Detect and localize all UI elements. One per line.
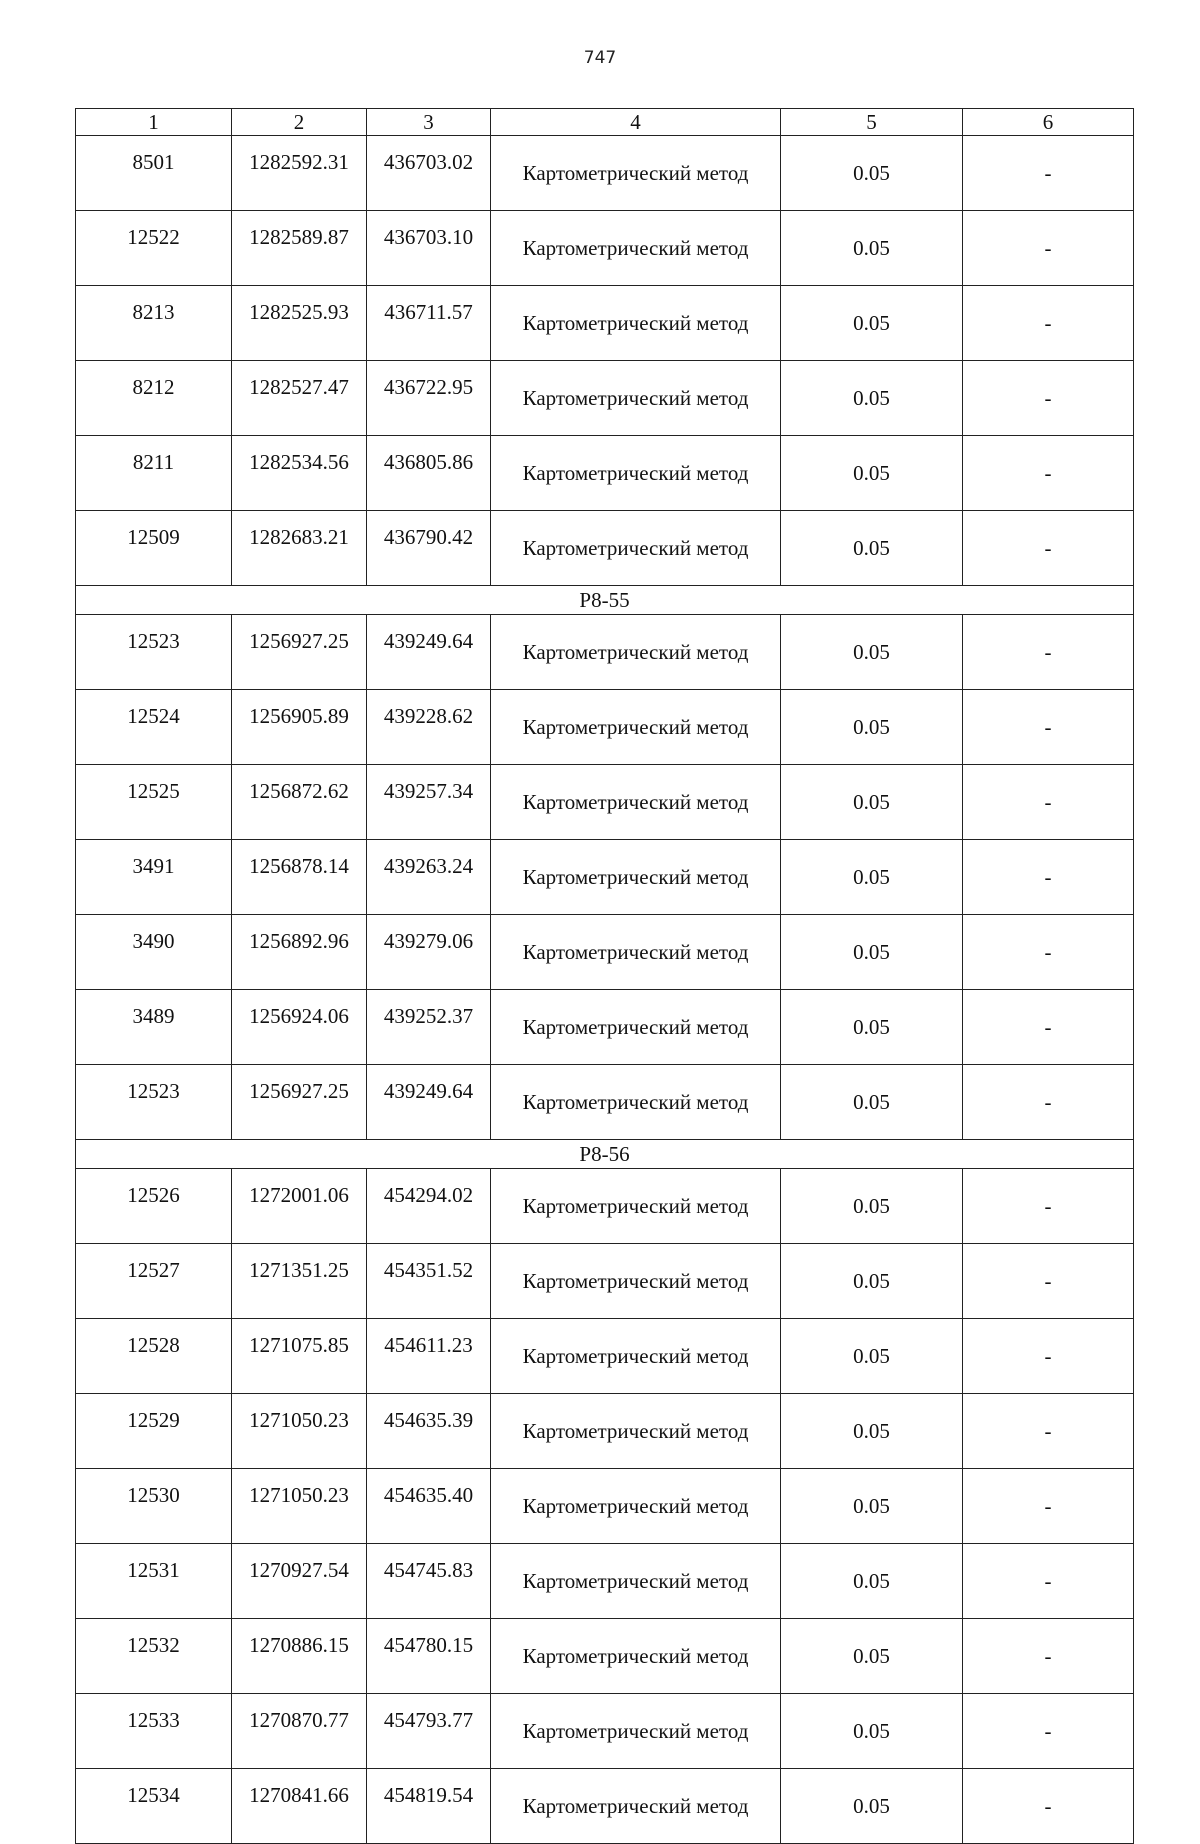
y-coordinate-cell: 439249.64 bbox=[367, 615, 491, 690]
method-cell: Картометрический метод bbox=[491, 1619, 781, 1694]
method-cell: Картометрический метод bbox=[491, 990, 781, 1065]
point-id-cell: 12523 bbox=[76, 1065, 232, 1140]
table-row bbox=[76, 690, 1134, 765]
point-id-cell: 12527 bbox=[76, 1244, 232, 1319]
y-coordinate-cell: 439263.24 bbox=[367, 840, 491, 915]
column-number-header-row bbox=[76, 109, 1134, 136]
point-id-cell: 3491 bbox=[76, 840, 232, 915]
method-cell: Картометрический метод bbox=[491, 690, 781, 765]
y-coordinate-cell: 436805.86 bbox=[367, 436, 491, 511]
note-cell: - bbox=[963, 840, 1134, 915]
method-cell: Картометрический метод bbox=[491, 1169, 781, 1244]
note-cell: - bbox=[963, 1619, 1134, 1694]
table-row bbox=[76, 990, 1134, 1065]
accuracy-cell: 0.05 bbox=[781, 1469, 963, 1544]
y-coordinate-cell: 454745.83 bbox=[367, 1544, 491, 1619]
y-coordinate-cell: 439279.06 bbox=[367, 915, 491, 990]
accuracy-cell: 0.05 bbox=[781, 765, 963, 840]
point-id-cell: 8501 bbox=[76, 136, 232, 211]
note-cell: - bbox=[963, 136, 1134, 211]
point-id-cell: 8212 bbox=[76, 361, 232, 436]
column-header: 3 bbox=[367, 109, 491, 136]
y-coordinate-cell: 454635.40 bbox=[367, 1469, 491, 1544]
note-cell: - bbox=[963, 361, 1134, 436]
method-cell: Картометрический метод bbox=[491, 615, 781, 690]
point-id-cell: 12533 bbox=[76, 1694, 232, 1769]
accuracy-cell: 0.05 bbox=[781, 615, 963, 690]
note-cell: - bbox=[963, 615, 1134, 690]
table-body bbox=[76, 109, 1134, 1844]
accuracy-cell: 0.05 bbox=[781, 990, 963, 1065]
section-header-row bbox=[76, 1140, 1134, 1169]
table-row bbox=[76, 211, 1134, 286]
method-cell: Картометрический метод bbox=[491, 915, 781, 990]
point-id-cell: 12528 bbox=[76, 1319, 232, 1394]
column-header: 1 bbox=[76, 109, 232, 136]
method-cell: Картометрический метод bbox=[491, 1319, 781, 1394]
point-id-cell: 8213 bbox=[76, 286, 232, 361]
note-cell: - bbox=[963, 286, 1134, 361]
y-coordinate-cell: 454294.02 bbox=[367, 1169, 491, 1244]
y-coordinate-cell: 439257.34 bbox=[367, 765, 491, 840]
accuracy-cell: 0.05 bbox=[781, 840, 963, 915]
method-cell: Картометрический метод bbox=[491, 436, 781, 511]
x-coordinate-cell: 1270927.54 bbox=[232, 1544, 367, 1619]
coordinates-table bbox=[75, 108, 1134, 1844]
method-cell: Картометрический метод bbox=[491, 1544, 781, 1619]
accuracy-cell: 0.05 bbox=[781, 511, 963, 586]
method-cell: Картометрический метод bbox=[491, 136, 781, 211]
note-cell: - bbox=[963, 765, 1134, 840]
note-cell: - bbox=[963, 1544, 1134, 1619]
table-row bbox=[76, 1769, 1134, 1844]
note-cell: - bbox=[963, 1319, 1134, 1394]
y-coordinate-cell: 454351.52 bbox=[367, 1244, 491, 1319]
table-row bbox=[76, 840, 1134, 915]
table-row bbox=[76, 1244, 1134, 1319]
method-cell: Картометрический метод bbox=[491, 286, 781, 361]
table-row bbox=[76, 436, 1134, 511]
accuracy-cell: 0.05 bbox=[781, 1319, 963, 1394]
point-id-cell: 3489 bbox=[76, 990, 232, 1065]
accuracy-cell: 0.05 bbox=[781, 136, 963, 211]
table-row bbox=[76, 765, 1134, 840]
x-coordinate-cell: 1271075.85 bbox=[232, 1319, 367, 1394]
x-coordinate-cell: 1271351.25 bbox=[232, 1244, 367, 1319]
note-cell: - bbox=[963, 1169, 1134, 1244]
table-row bbox=[76, 1544, 1134, 1619]
accuracy-cell: 0.05 bbox=[781, 690, 963, 765]
note-cell: - bbox=[963, 1469, 1134, 1544]
table-row bbox=[76, 136, 1134, 211]
x-coordinate-cell: 1282589.87 bbox=[232, 211, 367, 286]
column-header: 5 bbox=[781, 109, 963, 136]
method-cell: Картометрический метод bbox=[491, 765, 781, 840]
note-cell: - bbox=[963, 511, 1134, 586]
accuracy-cell: 0.05 bbox=[781, 436, 963, 511]
accuracy-cell: 0.05 bbox=[781, 1619, 963, 1694]
table-row bbox=[76, 1694, 1134, 1769]
accuracy-cell: 0.05 bbox=[781, 1394, 963, 1469]
method-cell: Картометрический метод bbox=[491, 511, 781, 586]
note-cell: - bbox=[963, 690, 1134, 765]
point-id-cell: 12524 bbox=[76, 690, 232, 765]
method-cell: Картометрический метод bbox=[491, 361, 781, 436]
section-title: Р8-56 bbox=[76, 1140, 1134, 1169]
accuracy-cell: 0.05 bbox=[781, 1694, 963, 1769]
table-row bbox=[76, 615, 1134, 690]
page-number: 747 bbox=[583, 48, 617, 68]
x-coordinate-cell: 1256924.06 bbox=[232, 990, 367, 1065]
accuracy-cell: 0.05 bbox=[781, 1169, 963, 1244]
accuracy-cell: 0.05 bbox=[781, 211, 963, 286]
point-id-cell: 12534 bbox=[76, 1769, 232, 1844]
y-coordinate-cell: 454819.54 bbox=[367, 1769, 491, 1844]
y-coordinate-cell: 439249.64 bbox=[367, 1065, 491, 1140]
y-coordinate-cell: 436722.95 bbox=[367, 361, 491, 436]
table-row bbox=[76, 1065, 1134, 1140]
x-coordinate-cell: 1271050.23 bbox=[232, 1469, 367, 1544]
note-cell: - bbox=[963, 1694, 1134, 1769]
point-id-cell: 12529 bbox=[76, 1394, 232, 1469]
column-header: 4 bbox=[491, 109, 781, 136]
method-cell: Картометрический метод bbox=[491, 1244, 781, 1319]
note-cell: - bbox=[963, 1769, 1134, 1844]
note-cell: - bbox=[963, 211, 1134, 286]
y-coordinate-cell: 454793.77 bbox=[367, 1694, 491, 1769]
table-row bbox=[76, 1169, 1134, 1244]
note-cell: - bbox=[963, 1394, 1134, 1469]
table-row bbox=[76, 511, 1134, 586]
accuracy-cell: 0.05 bbox=[781, 286, 963, 361]
accuracy-cell: 0.05 bbox=[781, 361, 963, 436]
x-coordinate-cell: 1272001.06 bbox=[232, 1169, 367, 1244]
x-coordinate-cell: 1256905.89 bbox=[232, 690, 367, 765]
x-coordinate-cell: 1270841.66 bbox=[232, 1769, 367, 1844]
accuracy-cell: 0.05 bbox=[781, 1065, 963, 1140]
point-id-cell: 12526 bbox=[76, 1169, 232, 1244]
point-id-cell: 12530 bbox=[76, 1469, 232, 1544]
accuracy-cell: 0.05 bbox=[781, 1769, 963, 1844]
x-coordinate-cell: 1256892.96 bbox=[232, 915, 367, 990]
point-id-cell: 12522 bbox=[76, 211, 232, 286]
y-coordinate-cell: 436711.57 bbox=[367, 286, 491, 361]
x-coordinate-cell: 1282525.93 bbox=[232, 286, 367, 361]
column-header: 6 bbox=[963, 109, 1134, 136]
y-coordinate-cell: 454611.23 bbox=[367, 1319, 491, 1394]
x-coordinate-cell: 1282592.31 bbox=[232, 136, 367, 211]
x-coordinate-cell: 1282683.21 bbox=[232, 511, 367, 586]
point-id-cell: 8211 bbox=[76, 436, 232, 511]
y-coordinate-cell: 439228.62 bbox=[367, 690, 491, 765]
section-title: Р8-55 bbox=[76, 586, 1134, 615]
method-cell: Картометрический метод bbox=[491, 1469, 781, 1544]
point-id-cell: 12525 bbox=[76, 765, 232, 840]
x-coordinate-cell: 1282534.56 bbox=[232, 436, 367, 511]
accuracy-cell: 0.05 bbox=[781, 1544, 963, 1619]
y-coordinate-cell: 436703.02 bbox=[367, 136, 491, 211]
method-cell: Картометрический метод bbox=[491, 1769, 781, 1844]
accuracy-cell: 0.05 bbox=[781, 1244, 963, 1319]
table-row bbox=[76, 361, 1134, 436]
point-id-cell: 12531 bbox=[76, 1544, 232, 1619]
method-cell: Картометрический метод bbox=[491, 1065, 781, 1140]
x-coordinate-cell: 1256872.62 bbox=[232, 765, 367, 840]
point-id-cell: 12509 bbox=[76, 511, 232, 586]
point-id-cell: 12532 bbox=[76, 1619, 232, 1694]
point-id-cell: 12523 bbox=[76, 615, 232, 690]
x-coordinate-cell: 1282527.47 bbox=[232, 361, 367, 436]
note-cell: - bbox=[963, 990, 1134, 1065]
x-coordinate-cell: 1256878.14 bbox=[232, 840, 367, 915]
accuracy-cell: 0.05 bbox=[781, 915, 963, 990]
x-coordinate-cell: 1271050.23 bbox=[232, 1394, 367, 1469]
method-cell: Картометрический метод bbox=[491, 840, 781, 915]
note-cell: - bbox=[963, 915, 1134, 990]
method-cell: Картометрический метод bbox=[491, 1694, 781, 1769]
method-cell: Картометрический метод bbox=[491, 211, 781, 286]
note-cell: - bbox=[963, 436, 1134, 511]
note-cell: - bbox=[963, 1065, 1134, 1140]
column-header: 2 bbox=[232, 109, 367, 136]
note-cell: - bbox=[963, 1244, 1134, 1319]
y-coordinate-cell: 454780.15 bbox=[367, 1619, 491, 1694]
x-coordinate-cell: 1270870.77 bbox=[232, 1694, 367, 1769]
method-cell: Картометрический метод bbox=[491, 1394, 781, 1469]
y-coordinate-cell: 436703.10 bbox=[367, 211, 491, 286]
section-header-row bbox=[76, 586, 1134, 615]
table-row bbox=[76, 1394, 1134, 1469]
x-coordinate-cell: 1270886.15 bbox=[232, 1619, 367, 1694]
x-coordinate-cell: 1256927.25 bbox=[232, 615, 367, 690]
y-coordinate-cell: 439252.37 bbox=[367, 990, 491, 1065]
table-row bbox=[76, 915, 1134, 990]
table-row bbox=[76, 1469, 1134, 1544]
table-row bbox=[76, 1319, 1134, 1394]
point-id-cell: 3490 bbox=[76, 915, 232, 990]
y-coordinate-cell: 436790.42 bbox=[367, 511, 491, 586]
y-coordinate-cell: 454635.39 bbox=[367, 1394, 491, 1469]
table-row bbox=[76, 286, 1134, 361]
x-coordinate-cell: 1256927.25 bbox=[232, 1065, 367, 1140]
table-row bbox=[76, 1619, 1134, 1694]
